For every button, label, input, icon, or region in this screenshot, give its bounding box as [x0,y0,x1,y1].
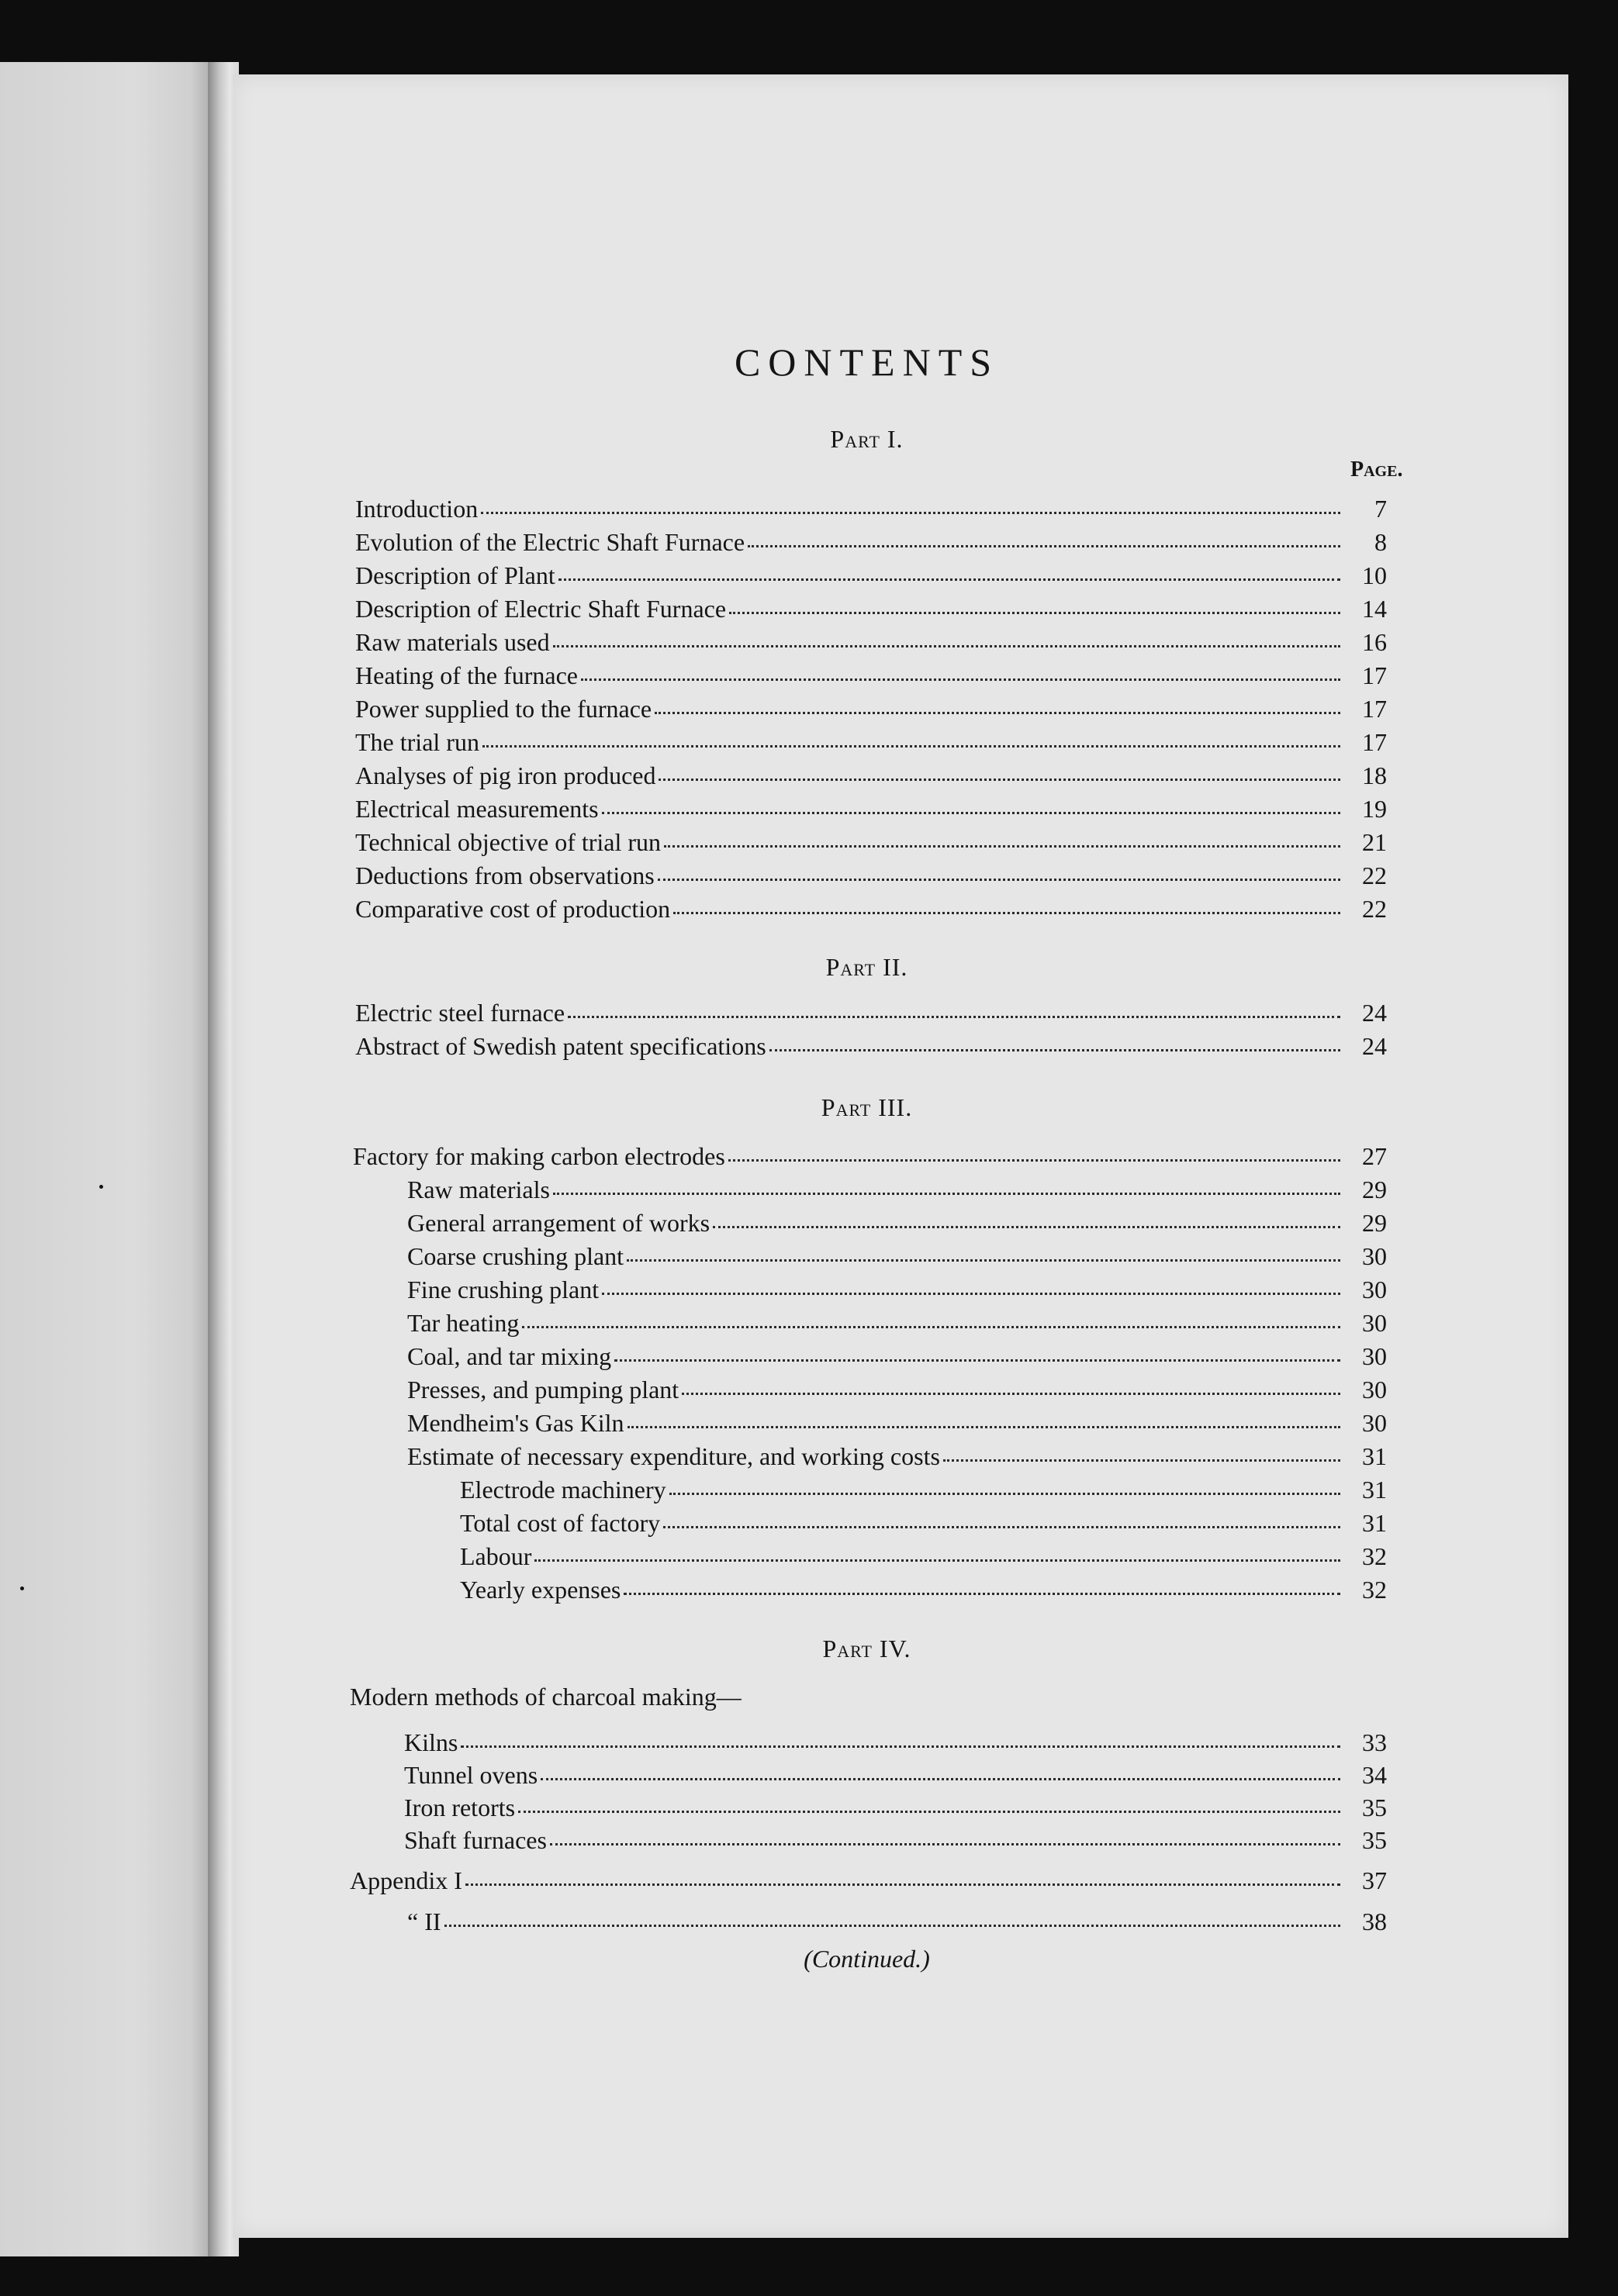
toc-entry-appendix[interactable] [350,1864,1387,1897]
continued-note: (Continued.) [804,1945,930,1973]
toc-entry[interactable] [407,1240,1387,1272]
leader-dots [553,1193,1340,1195]
left-page-edge [0,62,225,2256]
toc-entry[interactable] [355,1030,1387,1062]
leader-dots [581,678,1340,681]
toc-entry-title: Kilns [404,1728,458,1756]
toc-entry-title: Comparative cost of production [355,895,671,923]
toc-entry[interactable] [407,1207,1387,1239]
leader-dots [748,545,1340,547]
toc-entry-title: Mendheim's Gas Kiln [407,1409,624,1437]
toc-entry[interactable] [407,1307,1387,1339]
toc-entry[interactable] [407,1340,1387,1372]
toc-page-number: 30 [1362,1376,1387,1403]
toc-entry[interactable] [355,692,1387,725]
toc-entry[interactable] [407,1440,1387,1473]
toc-entry[interactable] [407,1407,1387,1439]
toc-entry[interactable] [404,1726,1387,1759]
toc-entry-title: General arrangement of works [407,1209,710,1237]
toc-page-number: 8 [1374,528,1387,556]
toc-entry-title: Electric steel furnace [355,999,565,1027]
toc-entry[interactable] [355,626,1387,658]
toc-page-number: 18 [1362,761,1387,789]
toc-entry-title: Yearly expenses [460,1576,621,1604]
leader-dots [602,812,1340,814]
toc-page-number: 30 [1362,1409,1387,1437]
part-heading-2: Part II. [825,953,908,981]
toc-page-number: 35 [1362,1826,1387,1854]
toc-entry-title: Total cost of factory [460,1509,661,1537]
toc-entry-title: Power supplied to the furnace [355,695,652,723]
toc-entry-title: Electrode machinery [460,1476,666,1504]
toc-entry-title: Fine crushing plant [407,1276,600,1303]
toc-entry[interactable] [355,526,1387,558]
toc-entry[interactable] [355,792,1387,825]
toc-page-number: 29 [1362,1209,1387,1237]
leader-dots [655,712,1340,714]
toc-page-number: 30 [1362,1276,1387,1303]
toc-entry-title: The trial run [355,728,479,756]
toc-page-number: 14 [1362,595,1387,623]
toc-entry-title: Tunnel ovens [404,1761,538,1789]
toc-entry-title: Coal, and tar mixing [407,1342,612,1370]
leader-dots [713,1226,1340,1228]
toc-entry[interactable] [355,559,1387,592]
toc-entry-title: Description of Electric Shaft Furnace [355,595,727,623]
leader-dots [614,1359,1340,1362]
part-heading-3: Part III. [821,1093,913,1121]
toc-entry[interactable] [404,1759,1387,1791]
toc-entry-title: Iron retorts [404,1794,516,1821]
toc-page-number: 19 [1362,795,1387,823]
toc-page-number: 17 [1362,728,1387,756]
leader-dots [602,1293,1340,1295]
toc-entry[interactable] [404,1824,1387,1856]
page-column-header: Page. [1350,457,1403,482]
toc-entry[interactable] [407,1173,1387,1206]
toc-entry-title: Evolution of the Electric Shaft Furnace [355,528,745,556]
toc-page-number: 38 [1362,1908,1387,1935]
toc-entry-title: Coarse crushing plant [407,1242,624,1270]
toc-page-number: 34 [1362,1761,1387,1789]
toc-entry[interactable] [460,1573,1387,1606]
toc-entry-title: Labour [460,1542,532,1570]
leader-dots [481,512,1340,514]
toc-entry-title: Deductions from observations [355,861,655,889]
leader-dots [541,1778,1340,1780]
toc-page-number: 17 [1362,661,1387,689]
toc-page-number: 21 [1362,828,1387,856]
toc-entry[interactable] [460,1507,1387,1539]
part-heading-4: Part IV. [822,1635,911,1662]
toc-page-number: 27 [1362,1142,1387,1170]
toc-entry[interactable] [460,1473,1387,1506]
toc-page-number: 35 [1362,1794,1387,1821]
toc-subheading-text: Modern methods of charcoal making— [350,1683,742,1711]
leader-dots [728,1159,1340,1162]
scan-speck [99,1185,103,1189]
toc-page-number: 17 [1362,695,1387,723]
leader-dots [534,1559,1340,1562]
leader-dots [627,1426,1340,1428]
leader-dots [444,1925,1340,1927]
leader-dots [943,1459,1340,1462]
toc-entry[interactable] [404,1791,1387,1824]
toc-entry-title: Abstract of Swedish patent specifications [355,1032,766,1060]
toc-entry[interactable] [355,996,1387,1029]
toc-entry-title: “ II [407,1908,441,1935]
toc-subheading [350,1680,1125,1713]
toc-page-number: 33 [1362,1728,1387,1756]
toc-page-number: 31 [1362,1442,1387,1470]
page-title: CONTENTS [734,340,1000,384]
leader-dots [659,779,1340,781]
toc-page-number: 37 [1362,1866,1387,1894]
leader-dots [664,845,1340,848]
toc-entry-title: Description of Plant [355,561,555,589]
toc-entry-title: Introduction [355,495,479,523]
toc-entry[interactable] [355,826,1387,858]
toc-page-number: 29 [1362,1176,1387,1203]
leader-dots [729,612,1340,614]
toc-page-number: 10 [1362,561,1387,589]
leader-dots [482,745,1340,747]
toc-entry-title: Presses, and pumping plant [407,1376,679,1403]
leader-dots [465,1883,1340,1886]
toc-entry-title: Appendix I [350,1866,462,1894]
toc-page-number: 22 [1362,895,1387,923]
leader-dots [663,1526,1340,1528]
toc-page-number: 32 [1362,1542,1387,1570]
toc-entry[interactable] [355,726,1387,758]
leader-dots [658,879,1340,881]
toc-entry-title: Heating of the furnace [355,661,578,689]
toc-page-number: 24 [1362,999,1387,1027]
toc-page-number: 16 [1362,628,1387,656]
toc-page-number: 30 [1362,1242,1387,1270]
leader-dots [682,1393,1340,1395]
leader-dots [673,912,1340,914]
toc-entry-title: Raw materials used [355,628,550,656]
scan-speck [20,1586,24,1590]
toc-entry[interactable] [355,859,1387,892]
leader-dots [624,1593,1340,1595]
toc-entry-title: Estimate of necessary expenditure, and working costs [407,1442,940,1470]
toc-page-number: 22 [1362,861,1387,889]
toc-entry-title: Raw materials [407,1176,550,1203]
toc-page-number: 30 [1362,1309,1387,1337]
toc-entry[interactable] [355,492,1387,525]
toc-entry-title: Tar heating [407,1309,520,1337]
toc-page-number: 7 [1374,495,1387,523]
toc-entry[interactable] [355,893,1387,925]
leader-dots [522,1326,1340,1328]
leader-dots [550,1843,1340,1845]
leader-dots [769,1049,1340,1051]
toc-entry[interactable] [460,1540,1387,1573]
toc-entry-title: Analyses of pig iron produced [355,761,656,789]
toc-page-number: 30 [1362,1342,1387,1370]
toc-entry-appendix[interactable] [407,1905,1387,1938]
toc-entry-title: Shaft furnaces [404,1826,547,1854]
leader-dots [518,1811,1340,1813]
toc-entry[interactable] [355,759,1387,792]
leader-dots [568,1016,1340,1018]
toc-entry[interactable] [355,592,1387,625]
leader-dots [669,1493,1340,1495]
toc-entry-title: Electrical measurements [355,795,599,823]
toc-entry-title: Technical objective of trial run [355,828,662,856]
leader-dots [558,578,1340,581]
contents-page [350,0,1403,2296]
toc-page-number: 31 [1362,1476,1387,1504]
toc-entry[interactable] [353,1140,1387,1172]
toc-entry[interactable] [355,659,1387,692]
toc-entry[interactable] [407,1273,1387,1306]
leader-dots [461,1745,1340,1748]
leader-dots [627,1259,1340,1262]
toc-entry[interactable] [407,1373,1387,1406]
leader-dots [553,645,1340,647]
toc-page-number: 24 [1362,1032,1387,1060]
toc-page-number: 32 [1362,1576,1387,1604]
toc-entry-title: Factory for making carbon electrodes [353,1142,725,1170]
part-heading-1: Part I. [830,425,904,453]
toc-page-number: 31 [1362,1509,1387,1537]
